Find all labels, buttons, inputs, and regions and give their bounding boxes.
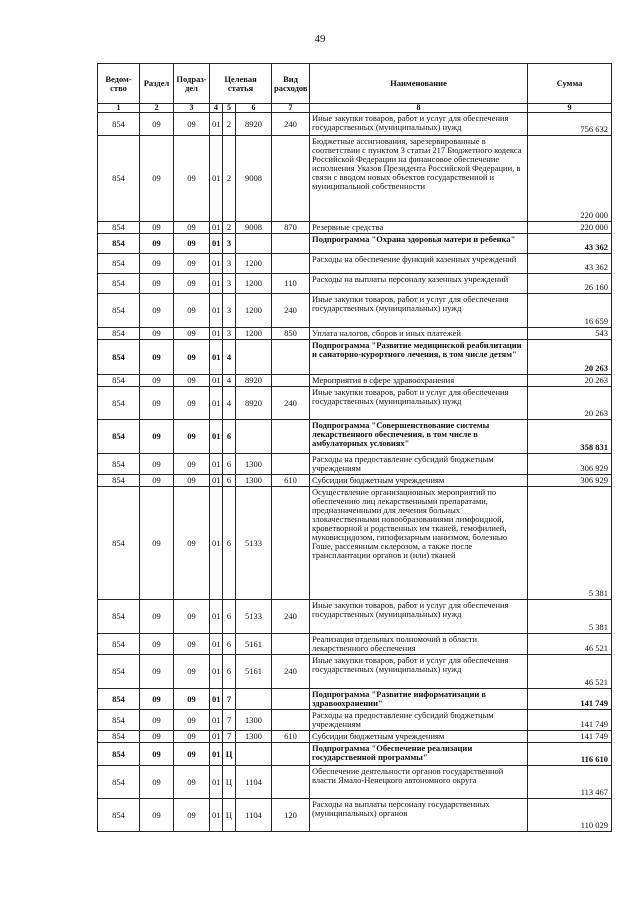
cell-subprogram: 4 xyxy=(223,387,236,420)
cell-department: 854 xyxy=(98,731,140,743)
header-department: Ведом-ство xyxy=(98,64,140,104)
cell-sum: 5 381 xyxy=(528,487,612,600)
cell-expense-type xyxy=(272,454,310,475)
cell-sum: 110 029 xyxy=(528,799,612,832)
cell-expense-type: 610 xyxy=(272,731,310,743)
cell-subprogram: 6 xyxy=(223,634,236,655)
cell-program: 01 xyxy=(210,340,223,375)
cell-name: Резервные средства xyxy=(310,222,528,234)
cell-section: 09 xyxy=(140,710,174,731)
cell-subprogram: 2 xyxy=(223,136,236,222)
table-row xyxy=(98,743,612,766)
cell-subprogram: 6 xyxy=(223,655,236,689)
cell-name: Иные закупки товаров, работ и услуг для обеспечения государственных (муниципальных) нужд xyxy=(310,600,528,634)
cell-section: 09 xyxy=(140,766,174,799)
cell-article: 1104 xyxy=(236,766,272,799)
cell-article xyxy=(236,420,272,454)
cell-name: Расходы на обеспечение функций казенных учреждений xyxy=(310,254,528,274)
header-name: Наименование xyxy=(310,64,528,104)
cell-article: 1104 xyxy=(236,799,272,832)
cell-section: 09 xyxy=(140,340,174,375)
table-row xyxy=(98,254,612,274)
cell-section: 09 xyxy=(140,294,174,328)
cell-expense-type: 240 xyxy=(272,387,310,420)
cell-subprogram: Ц xyxy=(223,799,236,832)
cell-article: 8920 xyxy=(236,375,272,387)
cell-name: Расходы на предоставление субсидий бюджетным учреждениям xyxy=(310,454,528,475)
cell-name: Расходы на выплаты персоналу казенных учреждений xyxy=(310,274,528,294)
cell-department: 854 xyxy=(98,454,140,475)
cell-section: 09 xyxy=(140,136,174,222)
cell-sum: 43 362 xyxy=(528,254,612,274)
cell-subsection: 09 xyxy=(174,731,210,743)
cell-program: 01 xyxy=(210,475,223,487)
table-row xyxy=(98,475,612,487)
cell-department: 854 xyxy=(98,136,140,222)
cell-article: 1300 xyxy=(236,454,272,475)
cell-name: Подпрограмма "Развитие медицинской реабилитации и санаторно-курортного лечения, в том числе детям" xyxy=(310,340,528,375)
table-row xyxy=(98,710,612,731)
cell-subprogram: 2 xyxy=(223,113,236,136)
cell-name: Осуществление организационных мероприятий по обеспечению лиц лекарственными препаратами, предназначенными для лечения больных злокачественными новообразованиями лимфоидной, кроветворной и родственных им тканей, гемофилией, муковисцидозом, гипофизарным нанизмом, болезнью Гоше, рассеянным склерозом, а также после трансплантации органов и (или) тканей xyxy=(310,487,528,600)
cell-expense-type: 610 xyxy=(272,475,310,487)
cell-name: Подпрограмма "Охрана здоровья матери и ребенка" xyxy=(310,234,528,254)
cell-subsection: 09 xyxy=(174,328,210,340)
cell-program: 01 xyxy=(210,600,223,634)
cell-program: 01 xyxy=(210,454,223,475)
cell-sum: 20 263 xyxy=(528,340,612,375)
header-sum: Сумма xyxy=(528,64,612,104)
cell-subprogram: 6 xyxy=(223,487,236,600)
cell-subprogram: 6 xyxy=(223,420,236,454)
cell-section: 09 xyxy=(140,375,174,387)
cell-section: 09 xyxy=(140,743,174,766)
cell-expense-type: 240 xyxy=(272,113,310,136)
cell-subprogram: 6 xyxy=(223,600,236,634)
cell-subsection: 09 xyxy=(174,387,210,420)
table-row xyxy=(98,136,612,222)
table-row xyxy=(98,328,612,340)
cell-article: 5161 xyxy=(236,655,272,689)
cell-article: 9008 xyxy=(236,136,272,222)
cell-program: 01 xyxy=(210,113,223,136)
cell-article: 5133 xyxy=(236,600,272,634)
cell-program: 01 xyxy=(210,655,223,689)
cell-section: 09 xyxy=(140,387,174,420)
budget-table xyxy=(97,63,612,832)
cell-article xyxy=(236,743,272,766)
table-row xyxy=(98,222,612,234)
cell-article: 9008 xyxy=(236,222,272,234)
table-row xyxy=(98,487,612,600)
cell-sum: 20 263 xyxy=(528,375,612,387)
cell-department: 854 xyxy=(98,234,140,254)
cell-section: 09 xyxy=(140,799,174,832)
cell-program: 01 xyxy=(210,799,223,832)
cell-name: Иные закупки товаров, работ и услуг для обеспечения государственных (муниципальных) нужд xyxy=(310,294,528,328)
header-expense-type: Вид расходов xyxy=(272,64,310,104)
cell-subsection: 09 xyxy=(174,766,210,799)
cell-program: 01 xyxy=(210,387,223,420)
cell-name: Иные закупки товаров, работ и услуг для обеспечения государственных (муниципальных) нужд xyxy=(310,113,528,136)
header-subsection: Подраз-дел xyxy=(174,64,210,104)
cell-program: 01 xyxy=(210,689,223,710)
cell-subsection: 09 xyxy=(174,136,210,222)
cell-expense-type xyxy=(272,634,310,655)
cell-article xyxy=(236,689,272,710)
cell-sum: 756 632 xyxy=(528,113,612,136)
index-row xyxy=(98,104,612,113)
cell-subprogram: 3 xyxy=(223,328,236,340)
cell-sum: 358 831 xyxy=(528,420,612,454)
cell-subsection: 09 xyxy=(174,113,210,136)
cell-subsection: 09 xyxy=(174,600,210,634)
cell-department: 854 xyxy=(98,634,140,655)
cell-expense-type: 870 xyxy=(272,222,310,234)
cell-subsection: 09 xyxy=(174,420,210,454)
table-row xyxy=(98,600,612,634)
cell-department: 854 xyxy=(98,222,140,234)
cell-article xyxy=(236,234,272,254)
cell-department: 854 xyxy=(98,475,140,487)
cell-name: Иные закупки товаров, работ и услуг для обеспечения государственных (муниципальных) нужд xyxy=(310,655,528,689)
cell-sum: 141 749 xyxy=(528,710,612,731)
cell-department: 854 xyxy=(98,710,140,731)
index-cell: 1 xyxy=(98,104,140,113)
header-target-article: Целевая статья xyxy=(210,64,272,104)
cell-program: 01 xyxy=(210,375,223,387)
cell-department: 854 xyxy=(98,328,140,340)
cell-sum: 116 610 xyxy=(528,743,612,766)
cell-program: 01 xyxy=(210,234,223,254)
cell-subsection: 09 xyxy=(174,799,210,832)
cell-section: 09 xyxy=(140,487,174,600)
cell-article: 5133 xyxy=(236,487,272,600)
cell-subprogram: 4 xyxy=(223,340,236,375)
cell-department: 854 xyxy=(98,375,140,387)
table-body xyxy=(98,113,612,832)
cell-sum: 26 160 xyxy=(528,274,612,294)
cell-department: 854 xyxy=(98,766,140,799)
cell-name: Расходы на выплаты персоналу государственных (муниципальных) органов xyxy=(310,799,528,832)
cell-subsection: 09 xyxy=(174,375,210,387)
cell-name: Подпрограмма "Развитие информатизации в здравоохранении" xyxy=(310,689,528,710)
cell-subsection: 09 xyxy=(174,294,210,328)
cell-section: 09 xyxy=(140,655,174,689)
table-row xyxy=(98,634,612,655)
cell-section: 09 xyxy=(140,454,174,475)
cell-section: 09 xyxy=(140,328,174,340)
table-row xyxy=(98,799,612,832)
cell-subprogram: 3 xyxy=(223,254,236,274)
cell-section: 09 xyxy=(140,600,174,634)
table-row xyxy=(98,731,612,743)
cell-subsection: 09 xyxy=(174,487,210,600)
cell-department: 854 xyxy=(98,600,140,634)
table-row xyxy=(98,655,612,689)
cell-subsection: 09 xyxy=(174,274,210,294)
table-row xyxy=(98,234,612,254)
cell-department: 854 xyxy=(98,655,140,689)
table-row xyxy=(98,274,612,294)
cell-program: 01 xyxy=(210,274,223,294)
cell-expense-type xyxy=(272,234,310,254)
cell-program: 01 xyxy=(210,420,223,454)
cell-section: 09 xyxy=(140,234,174,254)
cell-subsection: 09 xyxy=(174,655,210,689)
cell-section: 09 xyxy=(140,689,174,710)
cell-program: 01 xyxy=(210,294,223,328)
cell-name: Субсидии бюджетным учреждениям xyxy=(310,475,528,487)
cell-sum: 220 000 xyxy=(528,222,612,234)
cell-name: Бюджетные ассигнования, зарезервированные в соответствии с пунктом 3 статьи 217 Бюджетного кодекса Российской Федерации на финансовое обеспечение исполнения Указов Президента Российской Федерации, в связи с вводом новых объектов государственной и муниципальной собственности xyxy=(310,136,528,222)
cell-expense-type: 120 xyxy=(272,799,310,832)
cell-expense-type: 110 xyxy=(272,274,310,294)
cell-subprogram: 3 xyxy=(223,234,236,254)
cell-subsection: 09 xyxy=(174,234,210,254)
table-row xyxy=(98,766,612,799)
cell-subsection: 09 xyxy=(174,743,210,766)
cell-article: 1200 xyxy=(236,294,272,328)
cell-program: 01 xyxy=(210,743,223,766)
cell-sum: 43 362 xyxy=(528,234,612,254)
cell-subprogram: 7 xyxy=(223,710,236,731)
cell-sum: 306 929 xyxy=(528,475,612,487)
cell-department: 854 xyxy=(98,387,140,420)
table-row xyxy=(98,387,612,420)
table-row xyxy=(98,340,612,375)
cell-section: 09 xyxy=(140,254,174,274)
cell-sum: 16 659 xyxy=(528,294,612,328)
cell-name: Иные закупки товаров, работ и услуг для обеспечения государственных (муниципальных) нужд xyxy=(310,387,528,420)
cell-expense-type xyxy=(272,487,310,600)
cell-name: Расходы на предоставление субсидий бюджетным учреждениям xyxy=(310,710,528,731)
cell-subsection: 09 xyxy=(174,710,210,731)
index-cell: 6 xyxy=(236,104,272,113)
cell-name: Подпрограмма "Совершенствование системы лекарственного обеспечения, в том числе в амбулаторных условиях" xyxy=(310,420,528,454)
cell-subsection: 09 xyxy=(174,475,210,487)
cell-department: 854 xyxy=(98,689,140,710)
index-cell: 2 xyxy=(140,104,174,113)
index-cell: 4 xyxy=(210,104,223,113)
cell-subsection: 09 xyxy=(174,222,210,234)
cell-department: 854 xyxy=(98,487,140,600)
table-row xyxy=(98,454,612,475)
cell-name: Реализация отдельных полномочий в области лекарственного обеспечения xyxy=(310,634,528,655)
cell-program: 01 xyxy=(210,634,223,655)
cell-department: 854 xyxy=(98,274,140,294)
cell-article: 1200 xyxy=(236,274,272,294)
cell-sum: 46 521 xyxy=(528,655,612,689)
cell-subprogram: 6 xyxy=(223,454,236,475)
cell-article: 1300 xyxy=(236,731,272,743)
cell-section: 09 xyxy=(140,634,174,655)
cell-name: Подпрограмма "Обеспечение реализации государственной программы" xyxy=(310,743,528,766)
cell-expense-type xyxy=(272,420,310,454)
table-row xyxy=(98,294,612,328)
cell-sum: 46 521 xyxy=(528,634,612,655)
cell-program: 01 xyxy=(210,328,223,340)
cell-department: 854 xyxy=(98,113,140,136)
cell-program: 01 xyxy=(210,222,223,234)
cell-department: 854 xyxy=(98,294,140,328)
cell-department: 854 xyxy=(98,254,140,274)
cell-subprogram: 7 xyxy=(223,731,236,743)
cell-subprogram: 3 xyxy=(223,274,236,294)
cell-expense-type xyxy=(272,375,310,387)
cell-sum: 113 467 xyxy=(528,766,612,799)
cell-subsection: 09 xyxy=(174,454,210,475)
cell-department: 854 xyxy=(98,420,140,454)
cell-subsection: 09 xyxy=(174,254,210,274)
index-cell: 9 xyxy=(528,104,612,113)
header-row xyxy=(98,64,612,104)
cell-name: Обеспечение деятельности органов государственной власти Ямало-Ненецкого автономного округа xyxy=(310,766,528,799)
table-row xyxy=(98,420,612,454)
cell-section: 09 xyxy=(140,731,174,743)
cell-article: 1200 xyxy=(236,328,272,340)
cell-expense-type xyxy=(272,340,310,375)
cell-program: 01 xyxy=(210,766,223,799)
cell-department: 854 xyxy=(98,743,140,766)
table-row xyxy=(98,113,612,136)
cell-article: 1300 xyxy=(236,475,272,487)
table-row xyxy=(98,375,612,387)
cell-name: Уплата налогов, сборов и иных платежей xyxy=(310,328,528,340)
index-cell: 8 xyxy=(310,104,528,113)
index-cell: 7 xyxy=(272,104,310,113)
cell-expense-type xyxy=(272,766,310,799)
cell-sum: 5 381 xyxy=(528,600,612,634)
cell-expense-type xyxy=(272,136,310,222)
cell-subprogram: 6 xyxy=(223,475,236,487)
cell-department: 854 xyxy=(98,340,140,375)
cell-program: 01 xyxy=(210,136,223,222)
header-section: Раздел xyxy=(140,64,174,104)
cell-expense-type: 240 xyxy=(272,600,310,634)
index-cell: 3 xyxy=(174,104,210,113)
cell-program: 01 xyxy=(210,731,223,743)
cell-department: 854 xyxy=(98,799,140,832)
cell-subsection: 09 xyxy=(174,340,210,375)
cell-subsection: 09 xyxy=(174,689,210,710)
cell-expense-type xyxy=(272,743,310,766)
cell-subprogram: Ц xyxy=(223,743,236,766)
cell-program: 01 xyxy=(210,710,223,731)
cell-name: Субсидии бюджетным учреждениям xyxy=(310,731,528,743)
cell-article: 1200 xyxy=(236,254,272,274)
cell-section: 09 xyxy=(140,420,174,454)
cell-article xyxy=(236,340,272,375)
cell-subprogram: 4 xyxy=(223,375,236,387)
cell-section: 09 xyxy=(140,475,174,487)
cell-expense-type: 240 xyxy=(272,294,310,328)
cell-expense-type xyxy=(272,710,310,731)
cell-subprogram: Ц xyxy=(223,766,236,799)
cell-sum: 141 749 xyxy=(528,731,612,743)
cell-article: 8920 xyxy=(236,387,272,420)
cell-article: 5161 xyxy=(236,634,272,655)
cell-expense-type xyxy=(272,254,310,274)
table-row xyxy=(98,689,612,710)
cell-program: 01 xyxy=(210,487,223,600)
cell-sum: 141 749 xyxy=(528,689,612,710)
cell-section: 09 xyxy=(140,274,174,294)
cell-subsection: 09 xyxy=(174,634,210,655)
cell-subprogram: 3 xyxy=(223,294,236,328)
cell-section: 09 xyxy=(140,113,174,136)
cell-sum: 306 929 xyxy=(528,454,612,475)
cell-article: 8920 xyxy=(236,113,272,136)
cell-subprogram: 2 xyxy=(223,222,236,234)
cell-sum: 543 xyxy=(528,328,612,340)
cell-expense-type: 850 xyxy=(272,328,310,340)
cell-subprogram: 7 xyxy=(223,689,236,710)
index-cell: 5 xyxy=(223,104,236,113)
cell-sum: 20 263 xyxy=(528,387,612,420)
cell-section: 09 xyxy=(140,222,174,234)
cell-article: 1300 xyxy=(236,710,272,731)
cell-name: Мероприятия в сфере здравоохранения xyxy=(310,375,528,387)
cell-program: 01 xyxy=(210,254,223,274)
cell-expense-type: 240 xyxy=(272,655,310,689)
cell-expense-type xyxy=(272,689,310,710)
cell-sum: 220 000 xyxy=(528,136,612,222)
page-number: 49 xyxy=(314,33,326,45)
